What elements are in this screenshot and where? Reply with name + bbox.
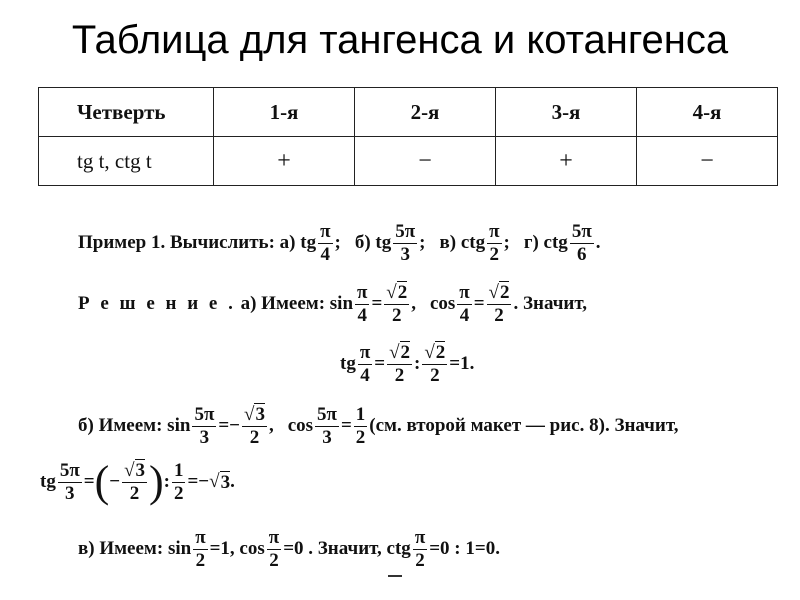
table-cell: + — [496, 137, 637, 186]
table-cell: + — [214, 137, 355, 186]
table-row — [39, 137, 778, 186]
page-title: Таблица для тангенса и котангенса — [71, 18, 729, 62]
solution-b-line1: б) Имеем: sin $\frac{5\pi}{3}$ =− $\frac{√3}{2}$ , cos $\frac{5\pi}{3}$ = $\frac{1}{2}$ (см. второй макет — рис. 8). Значит, — [78, 404, 679, 448]
solution-label: Р е ш е н и е . — [78, 293, 236, 315]
page-footer-dash — [388, 575, 402, 577]
example-line: Пример 1. Вычислить: а) tg $\frac{\pi}{4}$ ; б) tg $\frac{5\pi}{3}$ ; в) ctg $\frac{\pi}{2}$ ; г) ctg $\frac{5\pi}{6}$ . — [78, 221, 601, 265]
table-row-label: tg t, ctg t — [39, 137, 214, 186]
example-label: Пример 1. — [78, 232, 166, 254]
sign-table — [38, 87, 778, 186]
solution-c-line: в) Имеем: sin $\frac{\pi}{2}$ =1, cos $\frac{\pi}{2}$ =0 . Значит, ctg $\frac{\pi}{2}$ =0 : 1=0. — [78, 527, 500, 571]
table-header-cell: 4-я — [637, 88, 778, 137]
table-header-cell: 3-я — [496, 88, 637, 137]
solution-a-line2: tg $\frac{\pi}{4}$ = $\frac{√2}{2}$ : $\frac{√2}{2}$ =1. — [340, 342, 475, 386]
table-cell: − — [355, 137, 496, 186]
table-header-cell: 2-я — [355, 88, 496, 137]
example-task: Вычислить: — [170, 232, 275, 254]
table-header-cell: 1-я — [214, 88, 355, 137]
table-cell: − — [637, 137, 778, 186]
table-header-row — [39, 88, 778, 137]
table-header-cell: Четверть — [39, 88, 214, 137]
solution-b-line2: tg $\frac{5\pi}{3}$ = ( − $\frac{√3}{2}$ ) : $\frac{1}{2}$ =−√ 3 . — [40, 457, 235, 506]
solution-a-line1: Р е ш е н и е . а) Имеем: sin $\frac{\pi}{4}$ = $\frac{√2}{2}$ , cos $\frac{\pi}{4}$ = $\frac{√2}{2}$ . Значит, — [78, 282, 588, 326]
